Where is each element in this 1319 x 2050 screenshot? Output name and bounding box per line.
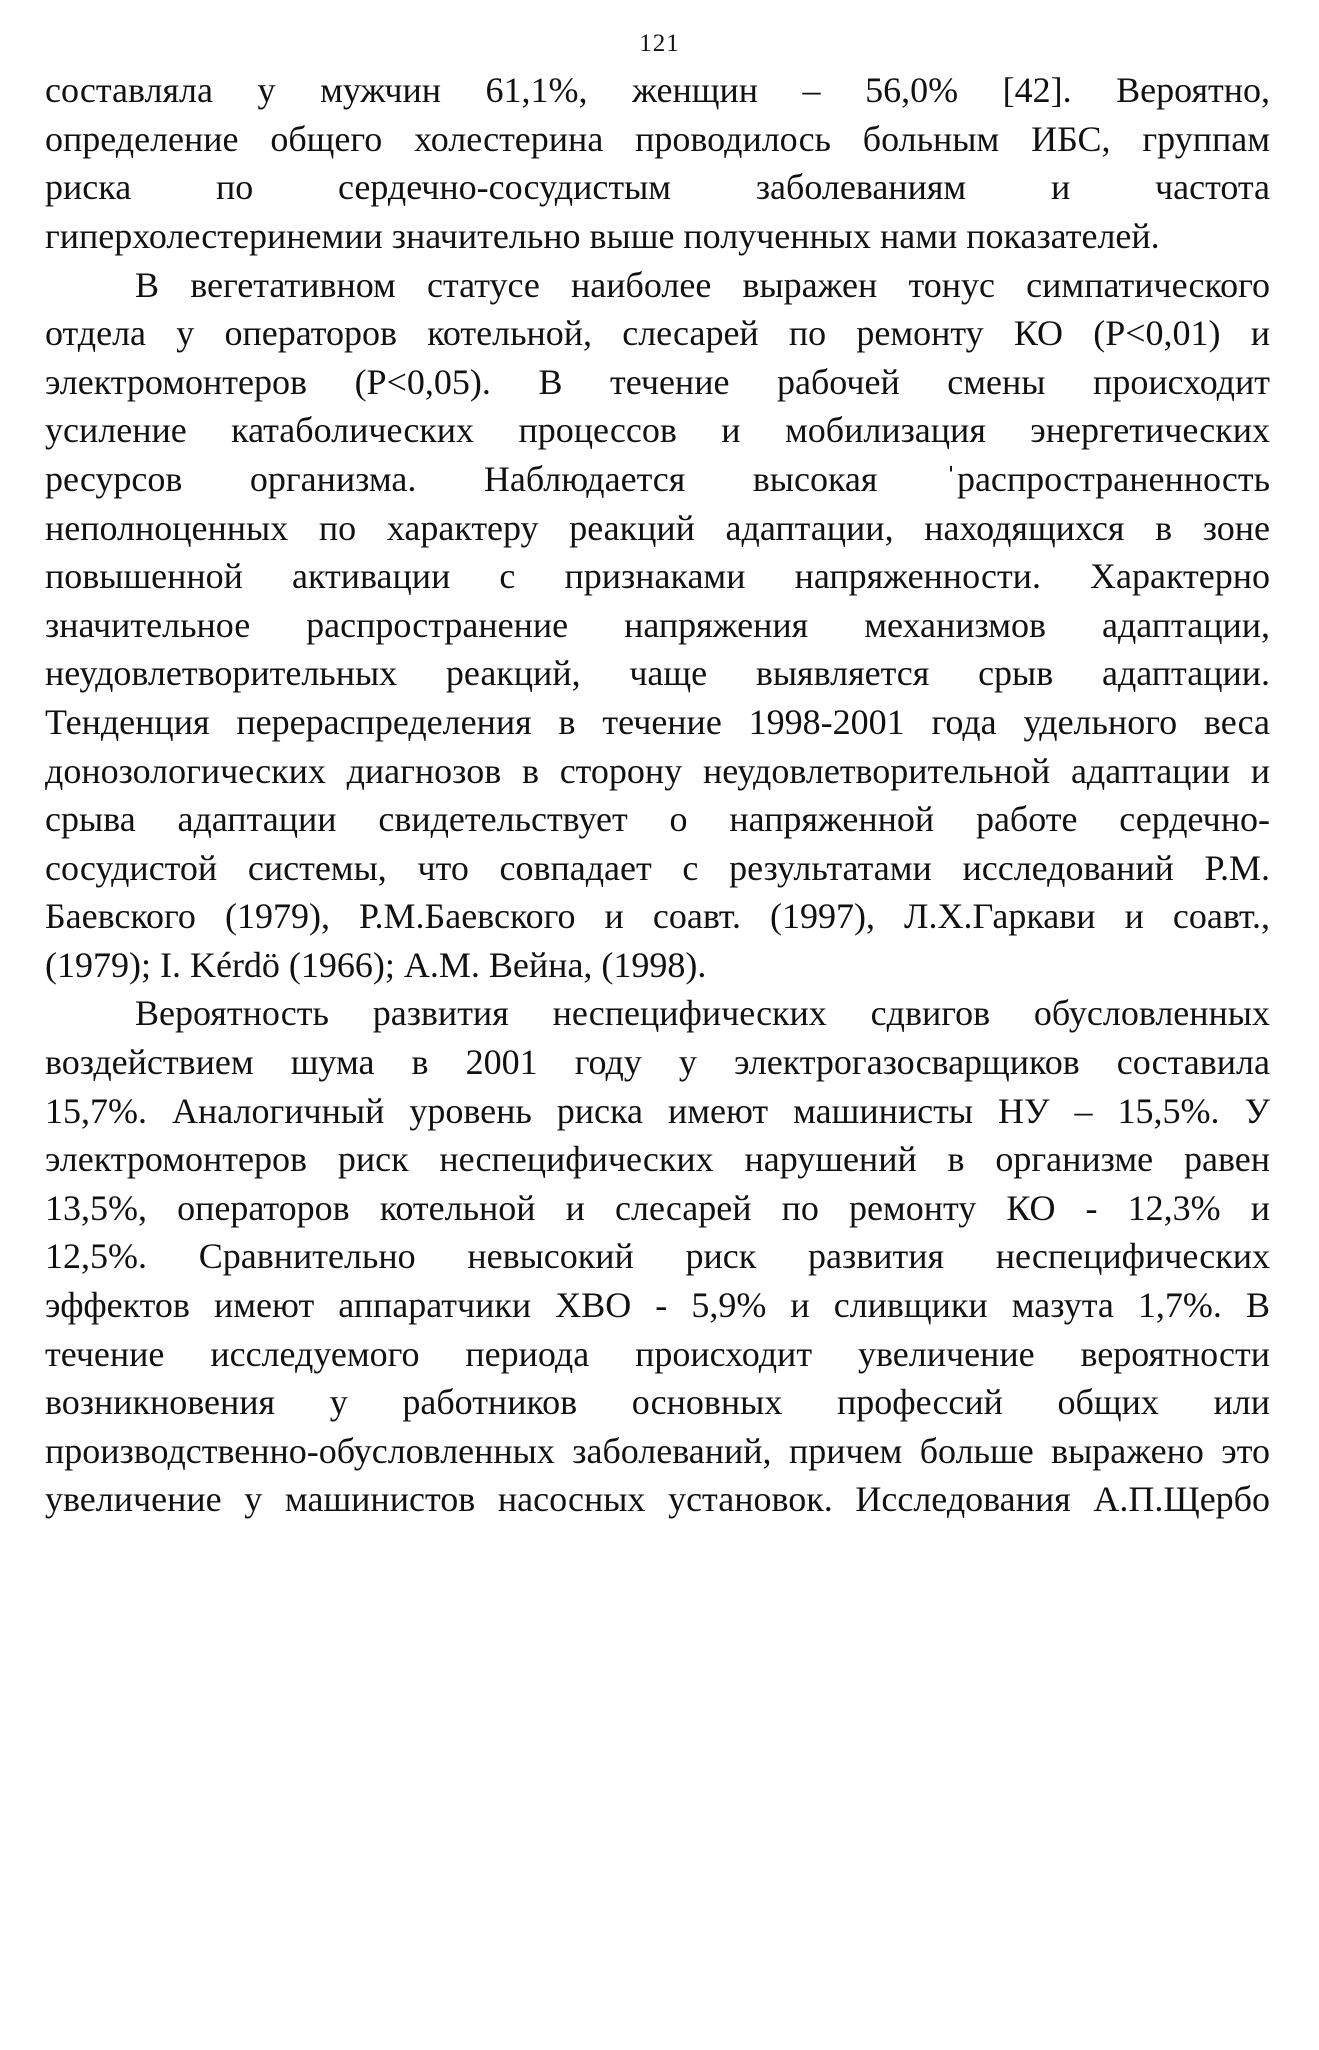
text-line: производственно-обусловленных заболеваний, причем больше выражено это [45, 1431, 1270, 1471]
text-line: Баевского (1979), Р.М.Баевского и соавт. (1997), Л.Х.Гаркави и соавт., [45, 896, 1270, 936]
text-line: определение общего холестерина проводилось больным ИБС, группам [45, 119, 1270, 159]
text-line: составляла у мужчин 61,1%, женщин – 56,0% [42]. Вероятно, [45, 70, 1270, 110]
text-line: неполноценных по характеру реакций адаптации, находящихся в зоне [45, 508, 1270, 548]
text-line: увеличение у машинистов насосных установок. Исследования А.П.Щербо [45, 1479, 1270, 1519]
text-line: 13,5%, операторов котельной и слесарей по ремонту КО - 12,3% и [45, 1188, 1270, 1228]
text-line: значительное распространение напряжения механизмов адаптации, [45, 605, 1270, 645]
text-line: 12,5%. Сравнительно невысокий риск развития неспецифических [45, 1236, 1270, 1276]
text-line: повышенной активации с признаками напряженности. Характерно [45, 556, 1270, 596]
text-line: усиление катаболических процессов и мобилизация энергетических [45, 410, 1270, 450]
text-line: эффектов имеют аппаратчики ХВО - 5,9% и сливщики мазута 1,7%. В [45, 1285, 1270, 1325]
text-line: сосудистой системы, что совпадает с результатами исследований Р.М. [45, 848, 1270, 888]
text-line: возникновения у работников основных профессий общих или [45, 1382, 1270, 1422]
text-line: течение исследуемого периода происходит увеличение вероятности [45, 1334, 1270, 1374]
text-line: отдела у операторов котельной, слесарей по ремонту КО (Р<0,01) и [45, 313, 1270, 353]
text-line: электромонтеров (Р<0,05). В течение рабочей смены происходит [45, 362, 1270, 402]
text-line: (1979); I. Kérdö (1966); А.М. Вейна, (1998). [45, 945, 707, 985]
text-line: неудовлетворительных реакций, чаще выявляется срыв адаптации. [45, 653, 1270, 693]
text-line: гиперхолестеринемии значительно выше полученных нами показателей. [45, 216, 1160, 256]
page-number: 121 [639, 30, 680, 57]
text-line: донозологических диагнозов в сторону неудовлетворительной адаптации и [45, 751, 1270, 791]
text-line: риска по сердечно-сосудистым заболеваниям и частота [45, 167, 1270, 207]
paragraph-first-line: Вероятность развития неспецифических сдвигов обусловленных [135, 993, 1270, 1033]
text-line: Тенденция перераспределения в течение 1998-2001 года удельного веса [45, 702, 1270, 742]
paragraph-first-line: В вегетативном статусе наиболее выражен тонус симпатического [135, 265, 1270, 305]
text-line: 15,7%. Аналогичный уровень риска имеют машинисты НУ – 15,5%. У [45, 1091, 1270, 1131]
text-line: срыва адаптации свидетельствует о напряженной работе сердечно- [45, 799, 1270, 839]
text-line: ресурсов организма. Наблюдается высокая ˈраспространенность [45, 459, 1270, 499]
text-line: воздействием шума в 2001 году у электрогазосварщиков составила [45, 1042, 1270, 1082]
text-line: электромонтеров риск неспецифических нарушений в организме равен [45, 1139, 1270, 1179]
